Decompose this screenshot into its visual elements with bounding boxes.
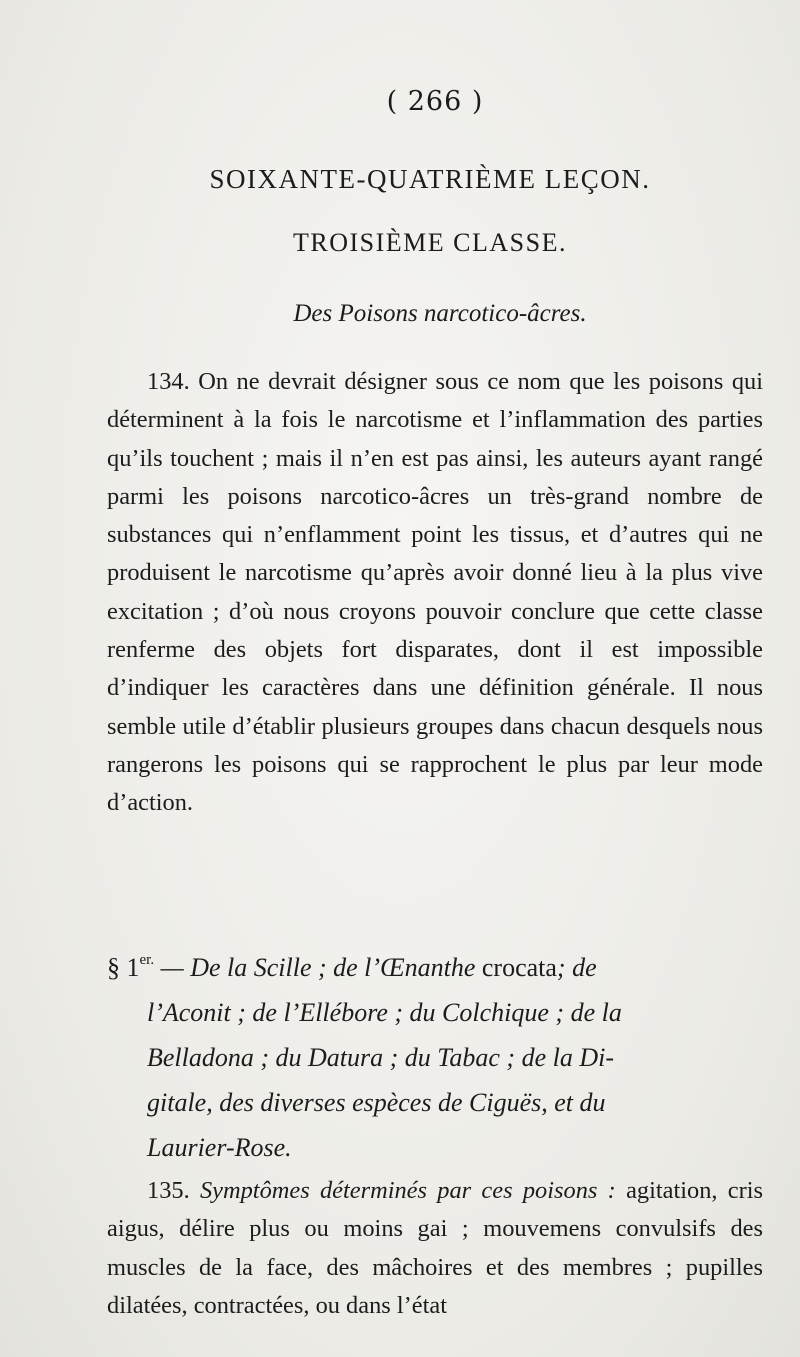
paragraph-135 xyxy=(107,1172,763,1325)
paragraph-number: 134. xyxy=(147,368,190,395)
page-number: ( 266 ) xyxy=(386,86,484,117)
subsection-heading xyxy=(107,938,763,1170)
subsection-line-5: Laurier-Rose. xyxy=(147,1133,292,1162)
subsection-crocata: crocata xyxy=(481,953,557,982)
paragraph-label: Symptômes déterminés par ces poisons : xyxy=(199,1177,616,1204)
subsection-line-3: Belladona ; du Datura ; du Tabac ; de la Di- xyxy=(147,1043,614,1072)
section-title: Des Poisons narcotico-âcres. xyxy=(293,300,587,327)
paragraph-134 xyxy=(107,363,763,823)
section-mark-superscript: er. xyxy=(139,952,155,968)
section-mark: § 1 xyxy=(107,953,140,982)
subsection-line-1-end: ; de xyxy=(556,953,597,982)
subsection-line-4: gitale, des diverses espèces de Ciguës, et du xyxy=(147,1088,606,1117)
class-title: TROISIÈME CLASSE. xyxy=(293,228,567,257)
lesson-title: SOIXANTE-QUATRIÈME LEÇON. xyxy=(209,164,651,194)
paragraph-text: agitation, cris aigus, délire plus ou moins gai ; mouvemens convulsifs des muscles de la face, des mâchoires et des membres ; pupilles dilatées, contractées, ou dans l’état xyxy=(107,1177,763,1319)
paragraph-text: On ne devrait désigner sous ce nom que les poisons qui déterminent à la fois le narcotisme et l’inflammation des parties qu’ils touchent ; mais il n’en est pas ainsi, les auteurs ayant rangé parmi les poisons narcotico-âcres un très-grand nombre de substances qui n’enflamment point les tissus, et d’autres qui ne produisent le narcotisme qu’après avoir donné lieu à la plus vive excitation ; d’où nous croyons pouvoir conclure que cette classe renferme des objets fort disparates, dont il est impossible d’indiquer les caractères dans une définition générale. Il nous semble utile d’établir plusieurs groupes dans chacun desquels nous rangerons les poisons qui se rapprochent le plus par leur mode d’action. xyxy=(107,368,763,817)
subsection-line-2: l’Aconit ; de l’Ellébore ; du Colchique ; de la xyxy=(147,998,622,1027)
paragraph-number: 135. xyxy=(147,1177,190,1204)
subsection-line-1: — De la Scille ; de l’Œnanthe xyxy=(160,953,476,982)
